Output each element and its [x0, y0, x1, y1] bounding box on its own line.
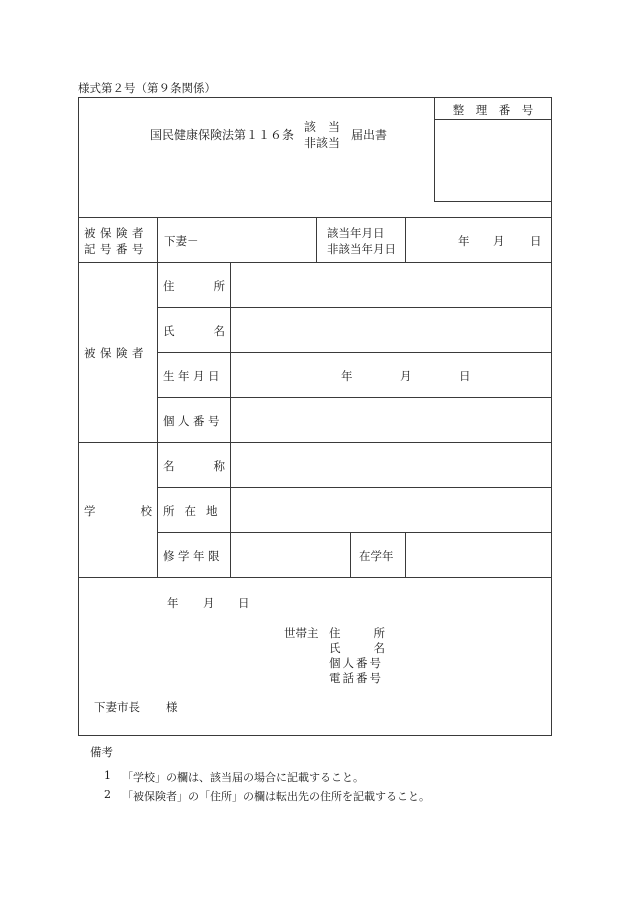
addressee-honorific: 様: [166, 700, 178, 714]
seiri-bangou-field[interactable]: [436, 122, 550, 200]
seiri-divider: [434, 119, 552, 120]
note-number: 1: [104, 769, 111, 782]
school-section-label: 学 校: [84, 504, 152, 518]
addressee: 下妻市長: [94, 700, 140, 714]
divider: [157, 532, 552, 533]
seiri-bangou-label: 整 理 番 号: [452, 103, 534, 117]
insured-individual-number-field[interactable]: [233, 400, 549, 440]
insured-address-field[interactable]: [233, 265, 549, 305]
householder-name-label: 氏 名: [329, 641, 385, 655]
grade-label: 在学年: [359, 549, 394, 563]
divider: [405, 217, 406, 262]
divider: [78, 217, 552, 218]
insured-birthdate-label: 生年月日: [163, 369, 223, 383]
divider: [405, 532, 406, 577]
divider: [157, 352, 552, 353]
divider: [350, 532, 351, 577]
notes-heading: 備考: [90, 745, 113, 759]
householder-individual-number-label: 個人番号: [329, 656, 383, 670]
divider: [316, 217, 317, 262]
householder-address-label: 住 所: [329, 626, 385, 640]
status-date-label-1: 該当年月日: [327, 226, 385, 240]
insured-individual-number-label: 個人番号: [163, 414, 223, 428]
status-date-label-2: 非該当年月日: [327, 242, 396, 256]
status-date-month: 月: [493, 234, 505, 248]
birth-year: 年: [341, 369, 353, 383]
householder-label: 世帯主: [284, 626, 319, 640]
birth-month: 月: [400, 369, 412, 383]
study-period-label: 修学年限: [163, 549, 223, 563]
insured-number-label-2: 記号番号: [84, 242, 148, 256]
divider: [157, 487, 552, 488]
divider: [157, 307, 552, 308]
school-name-field[interactable]: [233, 445, 549, 485]
school-name-label: 名 称: [163, 459, 225, 473]
insured-name-field[interactable]: [233, 310, 549, 350]
title-option-applicable[interactable]: 該 当: [304, 120, 341, 134]
divider: [78, 442, 552, 443]
divider: [78, 577, 552, 578]
grade-field[interactable]: [408, 535, 549, 575]
declaration-year: 年: [167, 596, 179, 610]
birth-day: 日: [459, 369, 471, 383]
declaration-day: 日: [238, 596, 250, 610]
note-text: 「被保険者」の「住所」の欄は転出先の住所を記載すること。: [122, 790, 430, 803]
divider: [78, 262, 552, 263]
insured-address-label: 住 所: [163, 279, 225, 293]
declaration-month: 月: [203, 596, 215, 610]
divider: [230, 262, 231, 577]
form-number: 様式第２号（第９条関係）: [78, 81, 216, 95]
note-text: 「学校」の欄は、該当届の場合に記載すること。: [122, 771, 364, 784]
school-location-label: 所在地: [163, 504, 228, 518]
status-date-day: 日: [530, 234, 542, 248]
divider: [157, 397, 552, 398]
title-option-not-applicable[interactable]: 非該当: [304, 136, 341, 150]
insured-name-label: 氏 名: [163, 324, 225, 338]
insured-person-section-label: 被保険者: [84, 346, 148, 360]
insured-number-label-1: 被保険者: [84, 226, 148, 240]
status-date-year: 年: [458, 234, 470, 248]
insured-number-field[interactable]: 下妻－: [164, 234, 199, 248]
householder-info-fields[interactable]: [390, 622, 548, 684]
householder-phone-label: 電話番号: [329, 671, 383, 685]
study-period-field[interactable]: [233, 535, 347, 575]
title-prefix: 国民健康保険法第１１６条: [150, 128, 295, 142]
school-location-field[interactable]: [233, 490, 549, 530]
note-number: 2: [104, 788, 111, 801]
title-suffix: 届出書: [351, 128, 388, 142]
